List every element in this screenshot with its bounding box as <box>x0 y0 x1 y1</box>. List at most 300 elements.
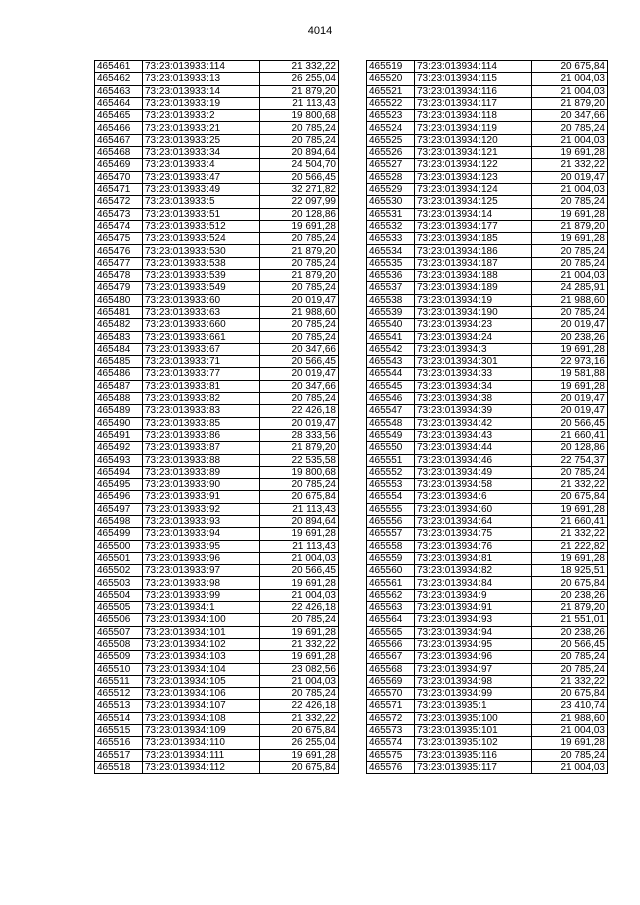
row-number: 465561 <box>367 577 415 589</box>
cadastral-number: 73:23:013934:46 <box>415 454 532 466</box>
table-row <box>95 540 339 552</box>
table-row <box>367 725 608 737</box>
table-row <box>367 147 608 159</box>
table-row <box>95 343 339 355</box>
value-cell: 21 332,22 <box>532 675 608 687</box>
cadastral-number: 73:23:013934:82 <box>415 565 532 577</box>
row-number: 465466 <box>95 122 143 134</box>
table-row <box>367 220 608 232</box>
table-row <box>95 380 339 392</box>
cadastral-number: 73:23:013934:58 <box>415 479 532 491</box>
row-number: 465504 <box>95 589 143 601</box>
row-number: 465560 <box>367 565 415 577</box>
cadastral-number: 73:23:013934:64 <box>415 515 532 527</box>
value-cell: 20 894,64 <box>260 515 339 527</box>
cadastral-number: 73:23:013934:34 <box>415 380 532 392</box>
row-number: 465511 <box>95 675 143 687</box>
table-row <box>95 73 339 85</box>
table-row <box>95 749 339 761</box>
cadastral-number: 73:23:013934:104 <box>143 663 260 675</box>
cadastral-number: 73:23:013934:14 <box>415 208 532 220</box>
value-cell: 20 019,47 <box>532 393 608 405</box>
row-number: 465498 <box>95 515 143 527</box>
table-row <box>367 589 608 601</box>
value-cell: 22 426,18 <box>260 700 339 712</box>
cadastral-number: 73:23:013933:49 <box>143 183 260 195</box>
value-cell: 20 238,26 <box>532 589 608 601</box>
row-number: 465574 <box>367 737 415 749</box>
value-cell: 21 879,20 <box>532 602 608 614</box>
value-cell: 20 566,45 <box>260 171 339 183</box>
row-number: 465563 <box>367 602 415 614</box>
value-cell: 20 675,84 <box>532 61 608 73</box>
row-number: 465463 <box>95 85 143 97</box>
table-row <box>367 282 608 294</box>
row-number: 465494 <box>95 466 143 478</box>
cadastral-number: 73:23:013933:67 <box>143 343 260 355</box>
table-row <box>367 270 608 282</box>
table-row <box>367 577 608 589</box>
cadastral-number: 73:23:013934:38 <box>415 393 532 405</box>
value-cell: 21 879,20 <box>260 85 339 97</box>
value-cell: 20 019,47 <box>532 405 608 417</box>
table-row <box>367 552 608 564</box>
cadastral-number: 73:23:013933:4 <box>143 159 260 171</box>
table-row <box>95 393 339 405</box>
cadastral-number: 73:23:013933:549 <box>143 282 260 294</box>
cadastral-number: 73:23:013933:82 <box>143 393 260 405</box>
cadastral-number: 73:23:013934:100 <box>143 614 260 626</box>
cadastral-number: 73:23:013934:93 <box>415 614 532 626</box>
value-cell: 21 004,03 <box>532 73 608 85</box>
row-number: 465520 <box>367 73 415 85</box>
value-cell: 22 097,99 <box>260 196 339 208</box>
cadastral-number: 73:23:013934:114 <box>415 61 532 73</box>
table-row <box>95 503 339 515</box>
table-row <box>95 466 339 478</box>
table-row <box>367 503 608 515</box>
table-row <box>95 429 339 441</box>
table-row <box>367 688 608 700</box>
row-number: 465573 <box>367 725 415 737</box>
cadastral-number: 73:23:013933:98 <box>143 577 260 589</box>
row-number: 465545 <box>367 380 415 392</box>
value-cell: 21 004,03 <box>260 552 339 564</box>
cadastral-number: 73:23:013933:524 <box>143 233 260 245</box>
value-cell: 21 879,20 <box>260 442 339 454</box>
table-row <box>367 737 608 749</box>
value-cell: 20 019,47 <box>532 171 608 183</box>
table-row <box>367 417 608 429</box>
value-cell: 21 004,03 <box>532 725 608 737</box>
row-number: 465534 <box>367 245 415 257</box>
value-cell: 20 019,47 <box>260 417 339 429</box>
cadastral-number: 73:23:013934:186 <box>415 245 532 257</box>
table-row <box>367 454 608 466</box>
cadastral-number: 73:23:013934:108 <box>143 712 260 724</box>
cadastral-number: 73:23:013934:102 <box>143 638 260 650</box>
value-cell: 21 113,43 <box>260 540 339 552</box>
row-number: 465536 <box>367 270 415 282</box>
row-number: 465483 <box>95 331 143 343</box>
value-cell: 21 879,20 <box>260 270 339 282</box>
cadastral-number: 73:23:013935:100 <box>415 712 532 724</box>
value-cell: 20 785,24 <box>532 257 608 269</box>
value-cell: 26 255,04 <box>260 737 339 749</box>
row-number: 465548 <box>367 417 415 429</box>
row-number: 465576 <box>367 761 415 773</box>
table-row <box>367 208 608 220</box>
row-number: 465553 <box>367 479 415 491</box>
value-cell: 22 754,37 <box>532 454 608 466</box>
cadastral-number: 73:23:013933:92 <box>143 503 260 515</box>
cadastral-number: 73:23:013935:116 <box>415 749 532 761</box>
table-row <box>367 602 608 614</box>
row-number: 465473 <box>95 208 143 220</box>
value-cell: 20 238,26 <box>532 331 608 343</box>
cadastral-number: 73:23:013933:13 <box>143 73 260 85</box>
row-number: 465539 <box>367 306 415 318</box>
row-number: 465480 <box>95 294 143 306</box>
cadastral-number: 73:23:013933:19 <box>143 97 260 109</box>
table-row <box>95 528 339 540</box>
table-row <box>367 368 608 380</box>
row-number: 465546 <box>367 393 415 405</box>
row-number: 465495 <box>95 479 143 491</box>
cadastral-number: 73:23:013933:5 <box>143 196 260 208</box>
value-cell: 21 988,60 <box>532 712 608 724</box>
cadastral-number: 73:23:013933:71 <box>143 356 260 368</box>
table-row <box>367 466 608 478</box>
value-cell: 19 691,28 <box>532 233 608 245</box>
value-cell: 20 128,86 <box>260 208 339 220</box>
row-number: 465461 <box>95 61 143 73</box>
table-row <box>367 73 608 85</box>
table-row <box>95 245 339 257</box>
table-row <box>95 220 339 232</box>
row-number: 465528 <box>367 171 415 183</box>
cadastral-number: 73:23:013933:88 <box>143 454 260 466</box>
value-cell: 19 691,28 <box>260 651 339 663</box>
cadastral-number: 73:23:013934:123 <box>415 171 532 183</box>
value-cell: 24 504,70 <box>260 159 339 171</box>
row-number: 465552 <box>367 466 415 478</box>
value-cell: 21 332,22 <box>260 638 339 650</box>
table-row <box>95 159 339 171</box>
value-cell: 20 675,84 <box>260 491 339 503</box>
row-number: 465549 <box>367 429 415 441</box>
cadastral-number: 73:23:013934:122 <box>415 159 532 171</box>
row-number: 465565 <box>367 626 415 638</box>
cadastral-number: 73:23:013933:77 <box>143 368 260 380</box>
row-number: 465501 <box>95 552 143 564</box>
value-cell: 20 785,24 <box>532 466 608 478</box>
table-row <box>95 134 339 146</box>
cadastral-number: 73:23:013933:661 <box>143 331 260 343</box>
cadastral-number: 73:23:013934:49 <box>415 466 532 478</box>
cadastral-number: 73:23:013934:76 <box>415 540 532 552</box>
cadastral-number: 73:23:013933:87 <box>143 442 260 454</box>
table-row <box>367 171 608 183</box>
row-number: 465525 <box>367 134 415 146</box>
row-number: 465543 <box>367 356 415 368</box>
row-number: 465517 <box>95 749 143 761</box>
value-cell: 20 675,84 <box>260 761 339 773</box>
value-cell: 20 347,66 <box>532 110 608 122</box>
table-row <box>95 565 339 577</box>
cadastral-number: 73:23:013933:114 <box>143 61 260 73</box>
cadastral-number: 73:23:013934:99 <box>415 688 532 700</box>
value-cell: 23 082,56 <box>260 663 339 675</box>
cadastral-number: 73:23:013933:34 <box>143 147 260 159</box>
value-cell: 19 691,28 <box>532 503 608 515</box>
table-row <box>95 368 339 380</box>
table-row <box>367 196 608 208</box>
row-number: 465497 <box>95 503 143 515</box>
table-row <box>95 712 339 724</box>
row-number: 465547 <box>367 405 415 417</box>
table-row <box>367 712 608 724</box>
table-row <box>367 626 608 638</box>
cadastral-number: 73:23:013933:86 <box>143 429 260 441</box>
value-cell: 20 238,26 <box>532 626 608 638</box>
value-cell: 20 347,66 <box>260 343 339 355</box>
row-number: 465568 <box>367 663 415 675</box>
table-row <box>367 479 608 491</box>
row-number: 465544 <box>367 368 415 380</box>
table-row <box>367 638 608 650</box>
row-number: 465570 <box>367 688 415 700</box>
row-number: 465467 <box>95 134 143 146</box>
cadastral-number: 73:23:013934:119 <box>415 122 532 134</box>
cadastral-number: 73:23:013934:96 <box>415 651 532 663</box>
value-cell: 21 879,20 <box>532 220 608 232</box>
cadastral-number: 73:23:013933:51 <box>143 208 260 220</box>
table-row <box>367 749 608 761</box>
row-number: 465488 <box>95 393 143 405</box>
value-cell: 20 675,84 <box>532 577 608 589</box>
cadastral-number: 73:23:013933:530 <box>143 245 260 257</box>
row-number: 465470 <box>95 171 143 183</box>
row-number: 465464 <box>95 97 143 109</box>
table-row <box>367 393 608 405</box>
cadastral-number: 73:23:013934:112 <box>143 761 260 773</box>
value-cell: 18 925,51 <box>532 565 608 577</box>
row-number: 465503 <box>95 577 143 589</box>
cadastral-number: 73:23:013933:83 <box>143 405 260 417</box>
value-cell: 19 691,28 <box>532 208 608 220</box>
table-row <box>367 183 608 195</box>
value-cell: 22 973,16 <box>532 356 608 368</box>
table-row <box>95 602 339 614</box>
cadastral-number: 73:23:013934:124 <box>415 183 532 195</box>
table-row <box>367 61 608 73</box>
value-cell: 21 988,60 <box>260 306 339 318</box>
value-cell: 20 566,45 <box>260 565 339 577</box>
value-cell: 20 785,24 <box>260 282 339 294</box>
row-number: 465482 <box>95 319 143 331</box>
table-row <box>95 233 339 245</box>
value-cell: 22 426,18 <box>260 405 339 417</box>
row-number: 465531 <box>367 208 415 220</box>
cadastral-number: 73:23:013934:75 <box>415 528 532 540</box>
cadastral-number: 73:23:013934:95 <box>415 638 532 650</box>
row-number: 465481 <box>95 306 143 318</box>
table-row <box>367 85 608 97</box>
cadastral-number: 73:23:013934:190 <box>415 306 532 318</box>
value-cell: 19 691,28 <box>532 343 608 355</box>
table-row <box>95 319 339 331</box>
cadastral-number: 73:23:013933:60 <box>143 294 260 306</box>
value-cell: 21 660,41 <box>532 429 608 441</box>
row-number: 465533 <box>367 233 415 245</box>
row-number: 465557 <box>367 528 415 540</box>
cadastral-number: 73:23:013934:44 <box>415 442 532 454</box>
value-cell: 20 785,24 <box>532 306 608 318</box>
value-cell: 20 785,24 <box>260 479 339 491</box>
table-row <box>367 343 608 355</box>
table-row <box>95 417 339 429</box>
cadastral-number: 73:23:013934:109 <box>143 725 260 737</box>
row-number: 465555 <box>367 503 415 515</box>
value-cell: 20 675,84 <box>532 688 608 700</box>
table-row <box>367 651 608 663</box>
cadastral-number: 73:23:013933:14 <box>143 85 260 97</box>
cadastral-number: 73:23:013934:177 <box>415 220 532 232</box>
cadastral-number: 73:23:013934:24 <box>415 331 532 343</box>
registry-table-right <box>366 60 608 774</box>
cadastral-number: 73:23:013933:660 <box>143 319 260 331</box>
table-row <box>367 134 608 146</box>
cadastral-number: 73:23:013934:43 <box>415 429 532 441</box>
cadastral-number: 73:23:013934:117 <box>415 97 532 109</box>
value-cell: 21 004,03 <box>260 589 339 601</box>
row-number: 465469 <box>95 159 143 171</box>
value-cell: 20 894,64 <box>260 147 339 159</box>
cadastral-number: 73:23:013933:96 <box>143 552 260 564</box>
cadastral-number: 73:23:013934:105 <box>143 675 260 687</box>
table-row <box>95 737 339 749</box>
row-number: 465476 <box>95 245 143 257</box>
value-cell: 21 113,43 <box>260 97 339 109</box>
value-cell: 22 535,58 <box>260 454 339 466</box>
table-row <box>95 442 339 454</box>
value-cell: 21 004,03 <box>532 183 608 195</box>
cadastral-number: 73:23:013934:111 <box>143 749 260 761</box>
value-cell: 23 410,74 <box>532 700 608 712</box>
row-number: 465571 <box>367 700 415 712</box>
table-row <box>95 122 339 134</box>
table-row <box>95 85 339 97</box>
value-cell: 20 785,24 <box>260 257 339 269</box>
table-row <box>95 675 339 687</box>
table-row <box>95 306 339 318</box>
row-number: 465572 <box>367 712 415 724</box>
table-row <box>95 651 339 663</box>
cadastral-number: 73:23:013934:107 <box>143 700 260 712</box>
cadastral-number: 73:23:013934:98 <box>415 675 532 687</box>
value-cell: 21 113,43 <box>260 503 339 515</box>
cadastral-number: 73:23:013933:512 <box>143 220 260 232</box>
table-row <box>367 122 608 134</box>
table-row <box>367 700 608 712</box>
cadastral-number: 73:23:013934:185 <box>415 233 532 245</box>
table-row <box>367 528 608 540</box>
cadastral-number: 73:23:013934:115 <box>415 73 532 85</box>
table-row <box>367 110 608 122</box>
value-cell: 21 332,22 <box>532 159 608 171</box>
cadastral-number: 73:23:013934:19 <box>415 294 532 306</box>
row-number: 465559 <box>367 552 415 564</box>
value-cell: 20 347,66 <box>260 380 339 392</box>
value-cell: 19 691,28 <box>532 147 608 159</box>
table-row <box>95 356 339 368</box>
table-row <box>95 552 339 564</box>
table-row <box>95 110 339 122</box>
cadastral-number: 73:23:013934:189 <box>415 282 532 294</box>
table-row <box>367 663 608 675</box>
table-row <box>367 429 608 441</box>
value-cell: 21 988,60 <box>532 294 608 306</box>
row-number: 465550 <box>367 442 415 454</box>
table-row <box>367 233 608 245</box>
row-number: 465491 <box>95 429 143 441</box>
row-number: 465492 <box>95 442 143 454</box>
cadastral-number: 73:23:013934:1 <box>143 602 260 614</box>
row-number: 465496 <box>95 491 143 503</box>
table-row <box>367 675 608 687</box>
cadastral-number: 73:23:013933:89 <box>143 466 260 478</box>
row-number: 465475 <box>95 233 143 245</box>
row-number: 465490 <box>95 417 143 429</box>
table-row <box>95 270 339 282</box>
value-cell: 19 691,28 <box>532 552 608 564</box>
cadastral-number: 73:23:013933:47 <box>143 171 260 183</box>
row-number: 465535 <box>367 257 415 269</box>
row-number: 465507 <box>95 626 143 638</box>
row-number: 465521 <box>367 85 415 97</box>
value-cell: 21 551,01 <box>532 614 608 626</box>
cadastral-number: 73:23:013934:116 <box>415 85 532 97</box>
value-cell: 20 785,24 <box>260 319 339 331</box>
cadastral-number: 73:23:013933:21 <box>143 122 260 134</box>
table-row <box>95 589 339 601</box>
page-number: 4014 <box>307 25 333 37</box>
cadastral-number: 73:23:013933:25 <box>143 134 260 146</box>
row-number: 465479 <box>95 282 143 294</box>
cadastral-number: 73:23:013934:9 <box>415 589 532 601</box>
row-number: 465487 <box>95 380 143 392</box>
table-row <box>95 761 339 773</box>
value-cell: 20 785,24 <box>532 245 608 257</box>
row-number: 465526 <box>367 147 415 159</box>
value-cell: 19 691,28 <box>260 749 339 761</box>
row-number: 465551 <box>367 454 415 466</box>
table-row <box>95 491 339 503</box>
table-row <box>95 614 339 626</box>
cadastral-number: 73:23:013934:125 <box>415 196 532 208</box>
table-row <box>95 626 339 638</box>
row-number: 465558 <box>367 540 415 552</box>
row-number: 465472 <box>95 196 143 208</box>
row-number: 465477 <box>95 257 143 269</box>
value-cell: 20 566,45 <box>532 638 608 650</box>
table-row <box>95 663 339 675</box>
table-row <box>95 61 339 73</box>
row-number: 465519 <box>367 61 415 73</box>
row-number: 465527 <box>367 159 415 171</box>
value-cell: 20 785,24 <box>532 651 608 663</box>
